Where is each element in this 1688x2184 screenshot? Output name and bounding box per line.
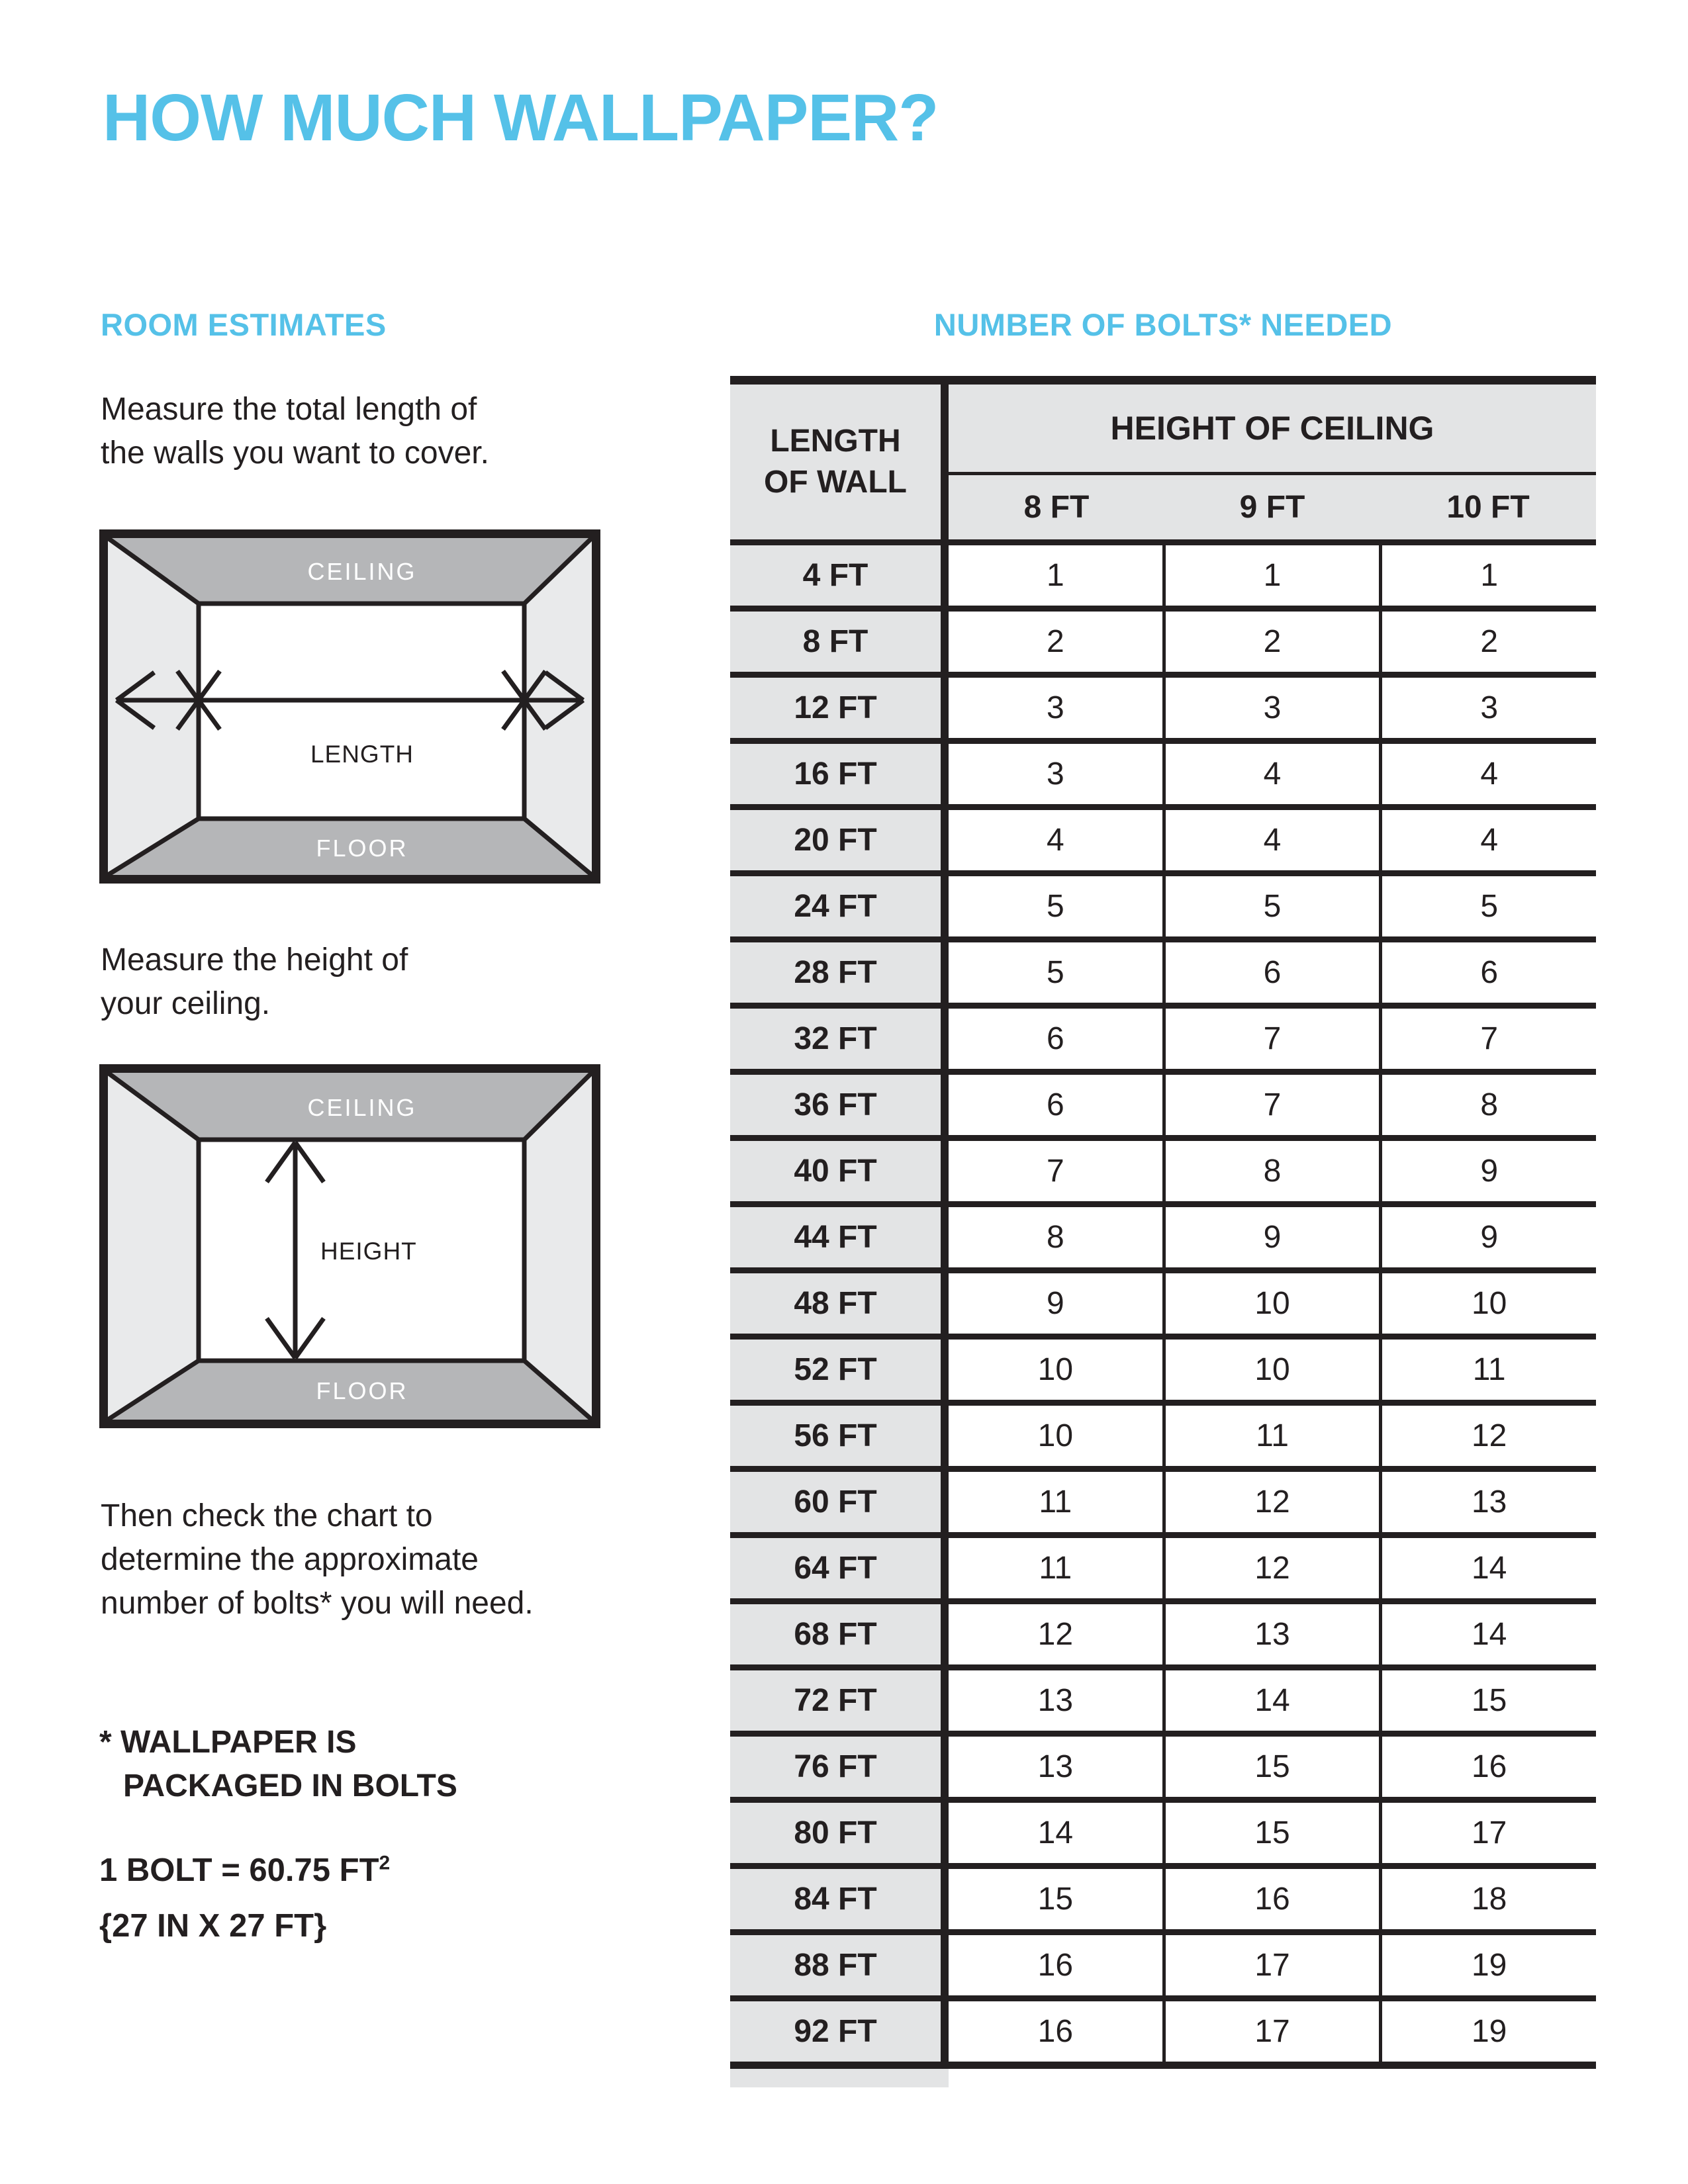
table-row: [730, 1003, 1596, 1069]
bolt-count-cell: 4: [1162, 810, 1380, 870]
footnote-line-1: [99, 1721, 457, 1764]
table-vertical-divider: [941, 876, 949, 936]
table-vertical-divider: [941, 744, 949, 804]
table-bottom-border: [730, 2062, 1596, 2069]
bolt-equation-line: [99, 1843, 390, 1898]
floor-caption: FLOOR: [316, 1377, 408, 1404]
room-estimates-heading: ROOM ESTIMATES: [101, 307, 387, 342]
row-label: 4 FT: [730, 545, 941, 606]
table-row: [730, 1995, 1596, 2062]
table-row: [730, 1929, 1596, 1995]
table-row: [730, 539, 1596, 606]
row-label: 48 FT: [730, 1273, 941, 1334]
ceiling-caption: CEILING: [307, 558, 417, 585]
check-chart-text: [101, 1494, 534, 1625]
bolt-count-cell: 2: [1046, 624, 1064, 659]
row-label: 60 FT: [730, 1472, 941, 1532]
bolt-count-cell: 10: [1037, 1418, 1074, 1453]
table-row: [730, 1069, 1596, 1135]
table-vertical-divider: [941, 678, 949, 738]
bolt-count-cell: 19: [1379, 1935, 1596, 1995]
bolt-count-cell: 16: [1037, 2014, 1074, 2049]
bolt-count-cell: 9: [1162, 1207, 1380, 1267]
bolt-count-cell: 3: [1162, 678, 1380, 738]
measure-length-line-1: Measure the total length of: [101, 392, 477, 427]
bolt-count-cell: 5: [1046, 955, 1064, 990]
bolt-count-cell: 4: [1379, 744, 1596, 804]
table-row: [730, 1400, 1596, 1466]
bolts-needed-table: [730, 376, 1596, 2069]
table-vertical-divider: [941, 1207, 949, 1267]
row-label: 8 FT: [730, 612, 941, 672]
check-chart-line-3: number of bolts* you will need.: [101, 1586, 534, 1621]
column-header-9ft: 9 FT: [1239, 490, 1305, 525]
bolt-count-cell: 5: [1162, 876, 1380, 936]
bolt-count-cell: 14: [1162, 1670, 1380, 1731]
table-row: [730, 1731, 1596, 1797]
bolt-count-cell: 7: [1162, 1009, 1380, 1069]
bolt-count-cell: 12: [1162, 1472, 1380, 1532]
bolt-count-cell: 12: [1379, 1406, 1596, 1466]
row-label: 40 FT: [730, 1141, 941, 1201]
table-vertical-divider: [941, 612, 949, 672]
bolt-count-cell: 11: [1379, 1340, 1596, 1400]
table-row: [730, 936, 1596, 1003]
row-label: 20 FT: [730, 810, 941, 870]
bolt-count-cell: 9: [1379, 1141, 1596, 1201]
row-label: 16 FT: [730, 744, 941, 804]
bolt-count-cell: 10: [1162, 1273, 1380, 1334]
row-label: 56 FT: [730, 1406, 941, 1466]
table-vertical-divider: [941, 2001, 949, 2062]
bolt-count-cell: 12: [1162, 1538, 1380, 1598]
bolt-count-cell: 9: [1046, 1286, 1064, 1321]
room-height-diagram: [99, 1064, 600, 1428]
table-row: [730, 1135, 1596, 1201]
table-row: [730, 606, 1596, 672]
bolt-size-note: [99, 1843, 390, 1954]
row-label: 76 FT: [730, 1737, 941, 1797]
bolt-count-cell: 3: [1046, 690, 1064, 725]
bolt-count-cell: 16: [1379, 1737, 1596, 1797]
back-wall-face: [199, 604, 524, 819]
column-header-8ft: 8 FT: [1023, 490, 1090, 525]
bolt-count-cell: 5: [1046, 889, 1064, 924]
table-vertical-divider: [941, 385, 949, 539]
length-measure-label: LENGTH: [310, 741, 414, 768]
bolt-count-cell: 17: [1379, 1803, 1596, 1863]
measure-length-text: [101, 388, 489, 475]
table-vertical-divider: [941, 1670, 949, 1731]
table-row: [730, 1532, 1596, 1598]
check-chart-line-1: Then check the chart to: [101, 1498, 433, 1533]
table-header: [730, 385, 1596, 539]
table-body: [730, 539, 1596, 2062]
bolt-count-cell: 1: [1046, 558, 1064, 593]
bolt-count-cell: 7: [1162, 1075, 1380, 1135]
bolt-count-cell: 13: [1162, 1604, 1380, 1664]
height-of-ceiling-header: HEIGHT OF CEILING: [1110, 410, 1434, 447]
table-row: [730, 870, 1596, 936]
bolt-count-cell: 14: [1379, 1538, 1596, 1598]
table-row: [730, 1466, 1596, 1532]
measure-height-line-2: your ceiling.: [101, 986, 271, 1021]
column-header-10ft: 10 FT: [1446, 490, 1530, 525]
row-label: 44 FT: [730, 1207, 941, 1267]
bolt-count-cell: 5: [1379, 876, 1596, 936]
row-label: 72 FT: [730, 1670, 941, 1731]
row-label: 84 FT: [730, 1869, 941, 1929]
row-label: 24 FT: [730, 876, 941, 936]
row-label: 32 FT: [730, 1009, 941, 1069]
bolt-count-cell: 15: [1162, 1803, 1380, 1863]
table-row: [730, 1863, 1596, 1929]
row-label: 36 FT: [730, 1075, 941, 1135]
bolt-count-cell: 11: [1162, 1406, 1380, 1466]
bolt-count-cell: 17: [1162, 2001, 1380, 2062]
page-title: HOW MUCH WALLPAPER?: [103, 81, 939, 155]
footnote-text-1: WALLPAPER IS: [120, 1725, 357, 1760]
bolt-count-cell: 8: [1162, 1141, 1380, 1201]
bolt-count-cell: 1: [1162, 545, 1380, 606]
table-row: [730, 1267, 1596, 1334]
bolt-count-cell: 8: [1379, 1075, 1596, 1135]
measure-height-line-1: Measure the height of: [101, 942, 408, 978]
bolts-needed-heading: NUMBER OF BOLTS* NEEDED: [933, 307, 1393, 342]
bolt-count-cell: 13: [1379, 1472, 1596, 1532]
table-vertical-divider: [941, 1737, 949, 1797]
bolt-count-cell: 4: [1046, 823, 1064, 858]
table-vertical-divider: [941, 1273, 949, 1334]
measure-height-text: [101, 938, 408, 1026]
bolt-count-cell: 12: [1037, 1617, 1074, 1652]
row-label: 80 FT: [730, 1803, 941, 1863]
table-vertical-divider: [941, 1935, 949, 1995]
length-of-wall-line-2: OF WALL: [764, 465, 907, 500]
floor-caption: FLOOR: [316, 835, 408, 862]
bolt-count-cell: 3: [1046, 756, 1064, 792]
bolt-count-cell: 13: [1037, 1683, 1074, 1718]
bolt-count-cell: 11: [1039, 1551, 1072, 1586]
table-vertical-divider: [941, 1075, 949, 1135]
bolt-count-cell: 16: [1037, 1948, 1074, 1983]
bolt-count-cell: 15: [1162, 1737, 1380, 1797]
row-label: 12 FT: [730, 678, 941, 738]
table-row: [730, 672, 1596, 738]
table-top-border: [730, 376, 1596, 385]
bolt-count-cell: 1: [1379, 545, 1596, 606]
length-of-wall-header: [730, 385, 941, 539]
row-label: 28 FT: [730, 942, 941, 1003]
bolt-equation-text: 1 BOLT = 60.75 FT: [99, 1852, 379, 1888]
table-row: [730, 1598, 1596, 1664]
row-label: 92 FT: [730, 2001, 941, 2062]
bolt-count-cell: 14: [1037, 1815, 1074, 1850]
room-length-diagram: [99, 529, 600, 884]
bolt-count-cell: 13: [1037, 1749, 1074, 1784]
height-measure-label: HEIGHT: [320, 1238, 417, 1265]
bolt-count-cell: 7: [1046, 1154, 1064, 1189]
table-gray-tail: [730, 2069, 949, 2087]
row-label: 68 FT: [730, 1604, 941, 1664]
bolt-count-cell: 16: [1162, 1869, 1380, 1929]
table-vertical-divider: [941, 1009, 949, 1069]
table-vertical-divider: [941, 1472, 949, 1532]
ceiling-caption: CEILING: [307, 1094, 417, 1121]
bolt-count-cell: 10: [1037, 1352, 1074, 1387]
bolt-count-cell: 6: [1046, 1087, 1064, 1122]
bolt-count-cell: 9: [1379, 1207, 1596, 1267]
table-row: [730, 1201, 1596, 1267]
measure-length-line-2: the walls you want to cover.: [101, 435, 489, 471]
row-label: 88 FT: [730, 1935, 941, 1995]
table-vertical-divider: [941, 1406, 949, 1466]
bolt-count-cell: 15: [1379, 1670, 1596, 1731]
table-vertical-divider: [941, 545, 949, 606]
bolt-count-cell: 15: [1037, 1882, 1074, 1917]
table-vertical-divider: [941, 1141, 949, 1201]
table-row: [730, 738, 1596, 804]
table-vertical-divider: [941, 1869, 949, 1929]
bolt-count-cell: 6: [1162, 942, 1380, 1003]
row-label: 52 FT: [730, 1340, 941, 1400]
bolt-count-cell: 4: [1379, 810, 1596, 870]
bolt-equation-exponent: 2: [379, 1852, 391, 1874]
footnote-line-2: PACKAGED IN BOLTS: [123, 1768, 457, 1803]
bolt-count-cell: 3: [1379, 678, 1596, 738]
table-row: [730, 1797, 1596, 1863]
footnote-asterisk: *: [99, 1725, 112, 1760]
check-chart-line-2: determine the approximate: [101, 1542, 479, 1577]
bolt-count-cell: 8: [1046, 1220, 1064, 1255]
bolt-count-cell: 17: [1162, 1935, 1380, 1995]
bolt-count-cell: 11: [1039, 1484, 1072, 1520]
table-vertical-divider: [941, 1604, 949, 1664]
bolt-count-cell: 10: [1379, 1273, 1596, 1334]
bolt-count-cell: 6: [1379, 942, 1596, 1003]
wallpaper-packaging-footnote: [99, 1721, 457, 1808]
bolt-count-cell: 10: [1162, 1340, 1380, 1400]
table-vertical-divider: [941, 810, 949, 870]
row-label: 64 FT: [730, 1538, 941, 1598]
table-vertical-divider: [941, 1340, 949, 1400]
table-vertical-divider: [941, 1538, 949, 1598]
table-vertical-divider: [941, 1803, 949, 1863]
bolt-count-cell: 7: [1379, 1009, 1596, 1069]
bolt-count-cell: 4: [1162, 744, 1380, 804]
bolt-count-cell: 6: [1046, 1021, 1064, 1056]
table-row: [730, 1334, 1596, 1400]
table-vertical-divider: [941, 942, 949, 1003]
length-of-wall-line-1: LENGTH: [770, 424, 901, 459]
bolt-count-cell: 19: [1379, 2001, 1596, 2062]
table-row: [730, 1664, 1596, 1731]
table-row: [730, 804, 1596, 870]
bolt-count-cell: 18: [1379, 1869, 1596, 1929]
ceiling-header-group: [949, 385, 1596, 539]
ceiling-height-columns: [949, 475, 1596, 539]
bolt-count-cell: 2: [1379, 612, 1596, 672]
bolt-dimensions-line: {27 IN X 27 FT}: [99, 1908, 327, 1944]
bolt-count-cell: 14: [1379, 1604, 1596, 1664]
bolt-count-cell: 2: [1162, 612, 1380, 672]
